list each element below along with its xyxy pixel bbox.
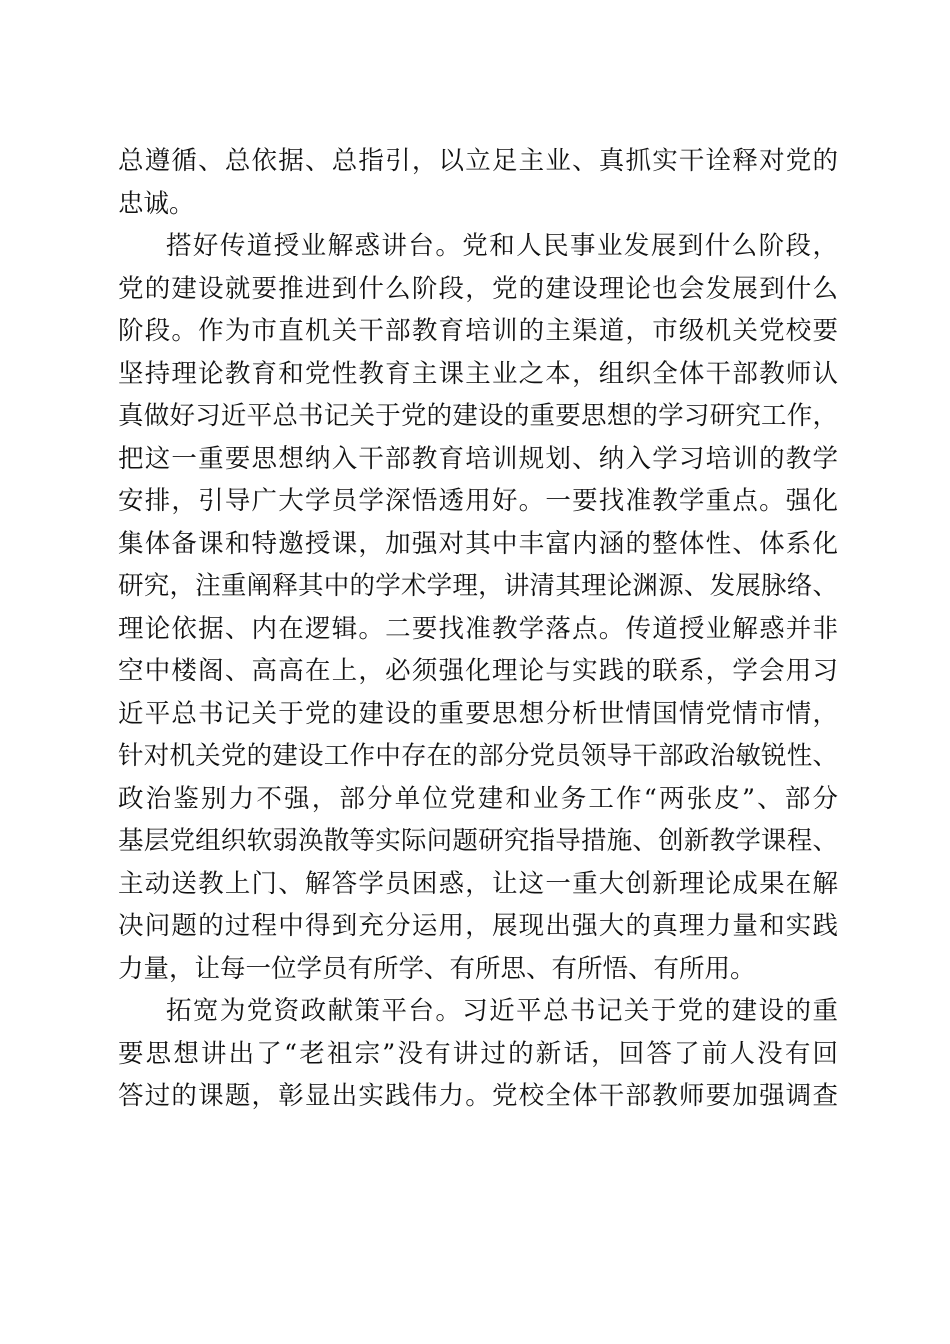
text-line: 集体备课和特邀授课，加强对其中丰富内涵的整体性、体系化 [118, 528, 838, 559]
paragraph-start-line: 拓宽为党资政献策平台。习近平总书记关于党的建设的重 [166, 996, 838, 1026]
text-line: 决问题的过程中得到充分运用，展现出强大的真理力量和实践 [118, 911, 838, 941]
text-line: 近平总书记关于党的建设的重要思想分析世情国情党情市情， [118, 698, 838, 729]
text-line: 政治鉴别力不强，部分单位党建和业务工作“两张皮”、部分 [118, 783, 838, 814]
text-line: 力量，让每一位学员有所学、有所思、有所悟、有所用。 [118, 953, 756, 984]
text-line: 答过的课题，彰显出实践伟力。党校全体干部教师要加强调查 [118, 1081, 838, 1111]
text-line: 忠诚。 [118, 188, 195, 219]
text-line: 把这一重要思想纳入干部教育培训规划、纳入学习培训的教学 [118, 443, 838, 474]
body-text [118, 140, 838, 1118]
text-line: 要思想讲出了“老祖宗”没有讲过的新话，回答了前人没有回 [118, 1038, 838, 1069]
text-line: 基层党组织软弱涣散等实际问题研究指导措施、创新教学课程、 [118, 826, 838, 856]
text-line: 空中楼阁、高高在上，必须强化理论与实践的联系，学会用习 [118, 656, 838, 686]
text-line: 真做好习近平总书记关于党的建设的重要思想的学习研究工作， [118, 401, 838, 431]
text-line: 理论依据、内在逻辑。二要找准教学落点。传道授业解惑并非 [118, 613, 838, 644]
text-line: 安排，引导广大学员学深悟透用好。一要找准教学重点。强化 [118, 486, 838, 516]
text-line: 总遵循、总依据、总指引，以立足主业、真抓实干诠释对党的 [118, 146, 838, 176]
paragraph-start-line: 搭好传道授业解惑讲台。党和人民事业发展到什么阶段， [166, 231, 838, 261]
text-line: 主动送教上门、解答学员困惑，让这一重大创新理论成果在解 [118, 868, 838, 899]
text-line: 党的建设就要推进到什么阶段，党的建设理论也会发展到什么 [118, 273, 838, 304]
text-line: 坚持理论教育和党性教育主课主业之本，组织全体干部教师认 [118, 358, 838, 389]
text-line: 研究，注重阐释其中的学术学理，讲清其理论渊源、发展脉络、 [118, 571, 838, 601]
text-line: 阶段。作为市直机关干部教育培训的主渠道，市级机关党校要 [118, 316, 838, 346]
text-line: 针对机关党的建设工作中存在的部分党员领导干部政治敏锐性、 [118, 741, 838, 771]
